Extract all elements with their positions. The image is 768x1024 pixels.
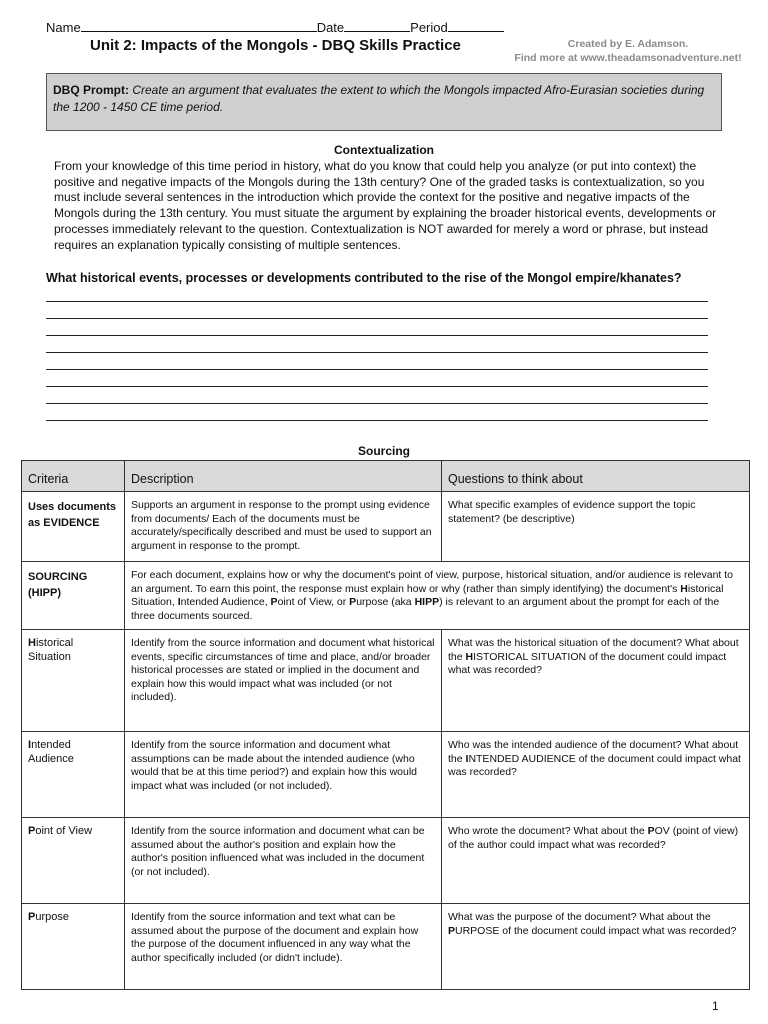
credit-author: Created by E. Adamson. [567,38,689,50]
question-caps: ISTORICAL SITUATION [473,650,587,663]
criteria-label: istorical Situation [28,637,74,663]
writing-line[interactable] [46,386,708,387]
question-historical [442,630,750,732]
table-row-intended [22,732,750,818]
criteria-hipp-line2: (HIPP) [28,587,61,599]
contextualization-question: What historical events, processes or developments contributed to the rise of the Mongol empire/khanates? [46,271,682,285]
credit-block [505,37,751,65]
table-row-pov [22,818,750,904]
hipp-text: urpose (aka [356,596,415,609]
table-row-purpose [22,904,750,990]
writing-line[interactable] [46,420,708,421]
writing-line[interactable] [46,335,708,336]
question-intended [442,732,750,818]
question-evidence: What specific examples of evidence support the topic statement? (be descriptive) [442,492,750,562]
criteria-purpose [22,904,125,990]
criteria-intended [22,732,125,818]
date-field[interactable] [344,18,410,32]
criteria-letter: P [28,825,36,837]
criteria-pov [22,818,125,904]
question-text: (point of view) of the author could impact what was recorded? [448,825,739,851]
question-text: What was the purpose of the document? What about the [448,911,711,923]
table-row-hipp [22,562,750,630]
column-header-criteria: Criteria [22,461,125,492]
question-letter: H [465,650,474,663]
question-caps: OV [654,825,670,837]
column-header-questions: Questions to think about [442,461,750,492]
description-intended: Identify from the source information and document what assumptions can be made about the intended audience (who would that be at this time period?) and explain how this would impact what was included (or not included). [125,732,442,818]
criteria-hipp [22,562,125,630]
prompt-text: Create an argument that evaluates the extent to which the Mongols impacted Afro-Eurasian societies during the 1200 - 1450 CE time period. [53,83,705,114]
criteria-hipp-line1: SOURCING [28,571,88,583]
hipp-letter-h: H [680,582,688,595]
contextualization-body: From your knowledge of this time period in history, what do you know that could help you analyze (or put into context) the positive and negative impacts of the Mongols during the 13th century? One of the graded tasks is contextualization, so you must include several sentences in the introduction which provide the context for the positive and negative impacts of the Mongols during the 13th century. You must situate the argument by explaining the broader historical events, developments or processes immediately relevant to the question. Contextualization is NOT awarded for merely a word or phrase, but instead requires an explanation typically consisting of multiple sentences. [54,159,717,252]
contextualization-heading: Contextualization [333,143,434,157]
description-pov: Identify from the source information and document what can be assumed about the author's position and explain how the author's position influenced what was included in the document (or not included). [125,818,442,904]
question-letter: P [448,924,456,937]
description-purpose: Identify from the source information and text what can be assumed about the purpose of the document and explain how the purpose of the document influenced in any way what the author specifically included (or didn't include). [125,904,442,990]
name-label: Name [46,20,81,35]
table-row-historical [22,630,750,732]
date-label: Date [316,20,345,35]
question-text: Who was the intended audience of the document? What about the [448,739,739,765]
criteria-letter: I [28,739,32,751]
hipp-acronym: HIPP [414,596,440,609]
hipp-letter-i: I [177,596,181,609]
hipp-letter-p2: P [349,596,357,609]
period-field[interactable] [448,18,504,32]
criteria-label: urpose [35,911,69,923]
question-letter: I [465,752,469,765]
period-label: Period [410,20,448,35]
writing-line[interactable] [46,318,708,319]
hipp-text: ntended Audience, [180,596,271,609]
question-purpose [442,904,750,990]
writing-line[interactable] [46,403,708,404]
sourcing-heading: Sourcing [357,444,410,458]
criteria-letter: P [28,911,36,923]
dbq-prompt-box [46,73,722,131]
hipp-text: oint of View, or [277,596,350,609]
column-header-description: Description [125,461,442,492]
description-historical: Identify from the source information and document what historical events, specific circumstances of time and place, and/or broader historical processes are stated or implied in the document and explain how this would impact what was included (or not included). [125,630,442,732]
writing-line[interactable] [46,369,708,370]
question-text: of the document could impact what was recorded? [448,752,741,779]
table-row-evidence [22,492,750,562]
writing-line[interactable] [46,352,708,353]
description-evidence: Supports an argument in response to the prompt using evidence from documents/ Each of the documents must be accurately/specifically described and must be used to support an argument in response to the prompt. [125,492,442,562]
prompt-label: DBQ Prompt: [53,83,129,97]
header-fields [46,18,504,35]
hipp-text: istorical Situation, [131,582,724,609]
criteria-label: oint of View [35,825,93,837]
criteria-letter: H [28,637,36,649]
question-text: of the document could impact what was recorded? [499,924,737,937]
question-caps: URPOSE [455,924,500,937]
criteria-evidence: Uses documents as EVIDENCE [22,492,125,562]
name-field[interactable] [81,18,317,32]
hipp-letter-p: P [270,596,278,609]
question-text: of the document could impact what was recorded? [448,650,727,677]
credit-website: Find more at www.theadamsonadventure.net! [514,52,742,64]
criteria-label: ntended Audience [28,739,74,765]
writing-line[interactable] [46,301,708,302]
sourcing-table [21,460,750,990]
page-number: 1 [712,999,719,1013]
question-letter: P [647,825,655,837]
criteria-historical [22,630,125,732]
hipp-text: For each document, explains how or why the document's point of view, purpose, historical situation, and/or audience is relevant to an argument. To earn this point, the response must explain how or why (rather than simply identifying) the document's [131,569,734,595]
description-hipp [125,562,750,630]
question-text: Who wrote the document? What about the [448,825,648,837]
table-header-row [22,461,750,492]
question-pov [442,818,750,904]
question-caps: NTENDED AUDIENCE [468,752,576,765]
question-text: What was the historical situation of the document? What about the [448,637,739,663]
hipp-text: ) is relevant to an argument about the prompt for each of the three documents sourced. [131,596,720,622]
page-title: Unit 2: Impacts of the Mongols - DBQ Skills Practice [90,37,461,54]
